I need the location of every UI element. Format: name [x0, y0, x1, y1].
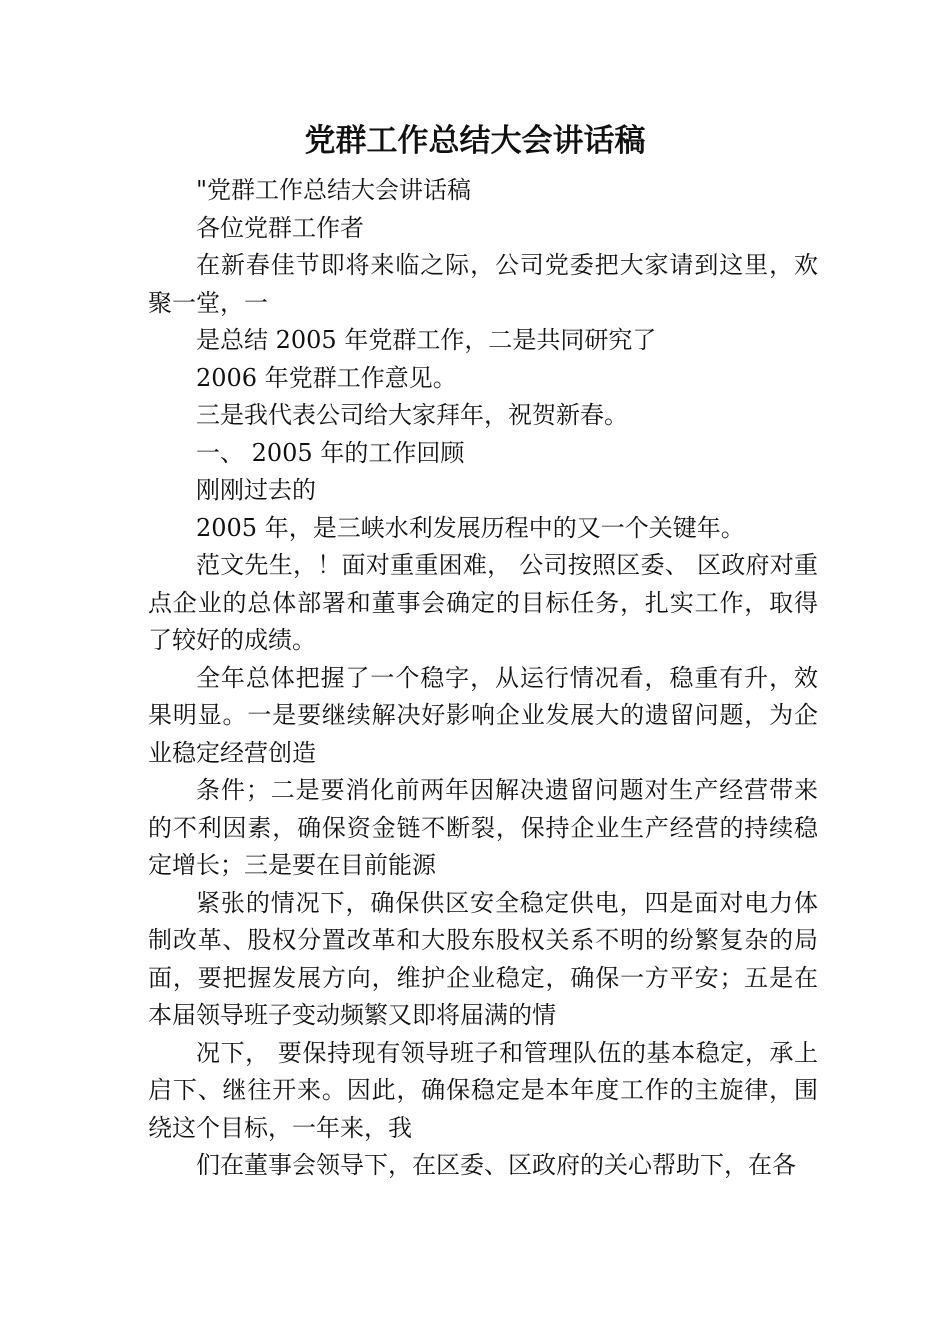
paragraph: 在新春佳节即将来临之际，公司党委把大家请到这里，欢聚一堂，一: [148, 251, 818, 317]
paragraph: 2005 年，是三峡水利发展历程中的又一个关键年。: [196, 513, 745, 542]
paragraph: 是总结 2005 年党群工作，二是共同研究了: [196, 326, 657, 354]
paragraph: 条件；二是要消化前两年因解决遗留问题对生产经营带来的不利因素，确保资金链不断裂，保持企业生产经营的持续稳定增长；三是要在目前能源: [148, 776, 818, 879]
document-title: 党群工作总结大会讲话稿: [304, 123, 646, 159]
document-body: [148, 172, 818, 1185]
paragraph: 各位党群工作者: [196, 213, 364, 242]
paragraph: 2006 年党群工作意见。: [196, 363, 457, 392]
paragraph: 范文先生，！面对重重困难， 公司按照区委、 区政府对重点企业的总体部署和董事会确定的目标任务，扎实工作，取得了较好的成绩。: [148, 551, 818, 654]
paragraph: 全年总体把握了一个稳字，从运行情况看，稳重有升，效果明显。一是要继续解决好影响企业发展大的遗留问题，为企业稳定经营创造: [148, 663, 818, 767]
paragraph: 一、 2005 年的工作回顾: [196, 438, 465, 467]
paragraph: 三是我代表公司给大家拜年，祝贺新春。: [196, 401, 628, 429]
paragraph: 刚刚过去的: [196, 476, 316, 504]
paragraph: 们在董事会领导下，在区委、区政府的关心帮助下，在各: [196, 1151, 796, 1179]
paragraph: 况下， 要保持现有领导班子和管理队伍的基本稳定，承上启下、继往开来。因此，确保稳定是本年度工作的主旋律，围绕这个目标，一年来，我: [148, 1038, 818, 1142]
paragraph: "党群工作总结大会讲话稿: [196, 176, 472, 204]
paragraph: 紧张的情况下，确保供区安全稳定供电，四是面对电力体制改革、股权分置改革和大股东股权关系不明的纷繁复杂的局面，要把握发展方向，维护企业稳定，确保一方平安；五是在本届领导班子变动频繁又即将届满的情: [148, 888, 818, 1029]
